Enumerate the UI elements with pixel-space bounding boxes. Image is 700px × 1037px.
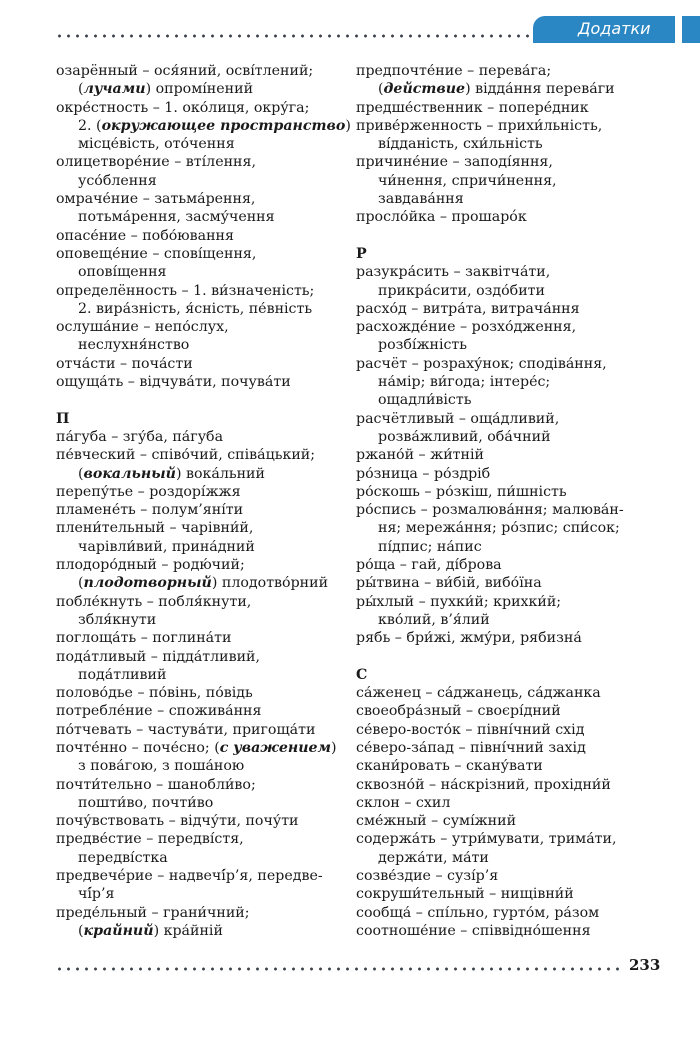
glossary-line: окре́стность – 1. око́лиця, окру́га; xyxy=(56,99,310,116)
glossary-line: причине́ние – заподі́яння, xyxy=(356,154,553,171)
spacer xyxy=(356,227,648,245)
glossary-line: ро́скошь – ро́зкіш, пи́шність xyxy=(356,483,567,500)
glossary-line: рябь – бри́жі, жму́ри, рябизна́ xyxy=(356,630,582,647)
glossary-line: преде́льный – грани́чний; xyxy=(56,904,250,921)
glossary-line: завдава́ння xyxy=(378,191,464,208)
glossary-line: своеобра́зный – своєрі́дний xyxy=(356,703,561,720)
glossary-line: 2. вира́зність, я́сність, пе́вність xyxy=(78,300,313,317)
glossary-line: сквозно́й – на́скрізний, прохідни́й xyxy=(356,776,611,793)
glossary-line: з пова́гою, з поша́ною xyxy=(78,758,245,775)
glossary-line: сокруши́тельный – нищівни́й xyxy=(356,886,574,903)
glossary-line: приве́рженность – прихи́льність, xyxy=(356,117,603,134)
glossary-line: содержа́ть – утри́мувати, трима́ти, xyxy=(356,831,617,848)
glossary-line: місце́вість, ото́чення xyxy=(78,136,235,153)
glossary-line: определённость – 1. ви́значеність; xyxy=(56,282,315,299)
glossary-line: ры́хлый – пухки́й; крихки́й; xyxy=(356,593,562,610)
letter-heading: С xyxy=(356,666,368,683)
glossary-line: расчёт – розраху́нок; сподіва́ння, xyxy=(356,355,607,372)
letter-heading: Р xyxy=(356,245,367,262)
glossary-line: пі́дпис; на́пис xyxy=(378,538,482,555)
glossary-line: неслухня́нство xyxy=(78,337,190,354)
glossary-line: озарённый – ося́яний, осві́тлений; xyxy=(56,63,314,79)
glossary-line: (плодотворный) плодотво́рний xyxy=(78,575,329,592)
glossary-line: ві́дданість, схи́льність xyxy=(378,136,543,153)
glossary-line: ня; мережа́ння; ро́зпис; спи́сок; xyxy=(378,520,620,537)
glossary-line: перепу́тье – роздорі́жжя xyxy=(56,483,241,500)
glossary-line: ро́ща – гай, ді́брова xyxy=(356,557,502,574)
glossary-line: предве́стие – передві́стя, xyxy=(56,831,244,848)
glossary-line: поглоща́ть – поглина́ти xyxy=(56,630,232,647)
glossary-line: се́веро-за́пад – півні́чний захід xyxy=(356,739,586,756)
glossary-line: по́тчевать – частува́ти, пригоща́ти xyxy=(56,721,316,738)
glossary-line: ржано́й – жи́тній xyxy=(356,447,484,464)
glossary-line: побле́кнуть – побля́кнути, xyxy=(56,593,252,610)
glossary-line: скани́ровать – скану́вати xyxy=(356,758,543,775)
glossary-line: олицетворе́ние – вті́лення, xyxy=(56,154,256,171)
glossary-line: пе́вческий – співо́чий, співа́цький; xyxy=(56,447,316,464)
glossary-line: омраче́ние – затьма́рення, xyxy=(56,191,256,208)
glossary-line: на́мір; ви́года; інтере́с; xyxy=(378,374,551,391)
letter-heading: П xyxy=(56,410,70,427)
glossary-line: (действие) відда́ння перева́ги xyxy=(378,81,615,98)
glossary-line: (крайний) кра́йній xyxy=(78,922,223,939)
glossary-line: сме́жный – сумі́жний xyxy=(356,813,517,830)
glossary-line: кво́лий, в’я́лий xyxy=(378,611,490,628)
spacer xyxy=(56,391,338,409)
glossary-line: плодоро́дный – родю́чий; xyxy=(56,557,245,574)
glossary-line: 2. (окружающее пространство) xyxy=(78,117,351,134)
glossary-line: опасе́ние – побо́ювання xyxy=(56,227,234,244)
glossary-line: чарівли́вий, прина́дний xyxy=(78,538,255,555)
glossary-line: розва́жливий, оба́чний xyxy=(378,428,551,445)
glossary-line: оповеще́ние – спові́щення, xyxy=(56,245,257,262)
glossary-line: созве́здие – сузі́р’я xyxy=(356,868,499,885)
glossary-line: са́женец – са́джанець, са́джанка xyxy=(356,685,601,702)
glossary-line: (вокальный) вока́льний xyxy=(78,465,265,482)
glossary-line: почте́нно – поче́сно; (с уважением) xyxy=(56,739,337,756)
glossary-line: ощадли́вість xyxy=(378,392,472,409)
left-column xyxy=(56,62,351,940)
glossary-line: опові́щення xyxy=(78,264,167,281)
glossary-line: предпочте́ние – перева́га; xyxy=(356,63,552,79)
section-tab xyxy=(533,16,675,43)
header-dotted-rule xyxy=(55,34,555,38)
glossary-line: розбі́жність xyxy=(378,337,468,354)
glossary-line: пошти́во, почти́во xyxy=(78,794,214,811)
glossary-line: предвечéрие – надвечí́р’я, передве- xyxy=(56,868,323,885)
glossary-line: усо́блення xyxy=(78,172,157,189)
glossary-line: расхо́д – витра́та, витрача́ння xyxy=(356,300,580,317)
glossary-line: ры́твина – ви́бій, вибо́їна xyxy=(356,575,542,592)
glossary-line: соотноше́ние – співвідно́шення xyxy=(356,922,591,939)
glossary-line: отча́сти – поча́сти xyxy=(56,355,193,372)
glossary-line: потьма́рення, засму́чення xyxy=(78,209,275,226)
glossary-line: па́губа – згу́ба, па́губа xyxy=(56,428,224,445)
glossary-line: ощуща́ть – відчува́ти, почува́ти xyxy=(56,374,291,391)
glossary-line: плени́тельный – чарівни́й, xyxy=(56,520,254,537)
glossary-line: пламене́ть – полум’яні́ти xyxy=(56,502,244,519)
glossary-line: чи́нення, спричи́нення, xyxy=(378,172,557,189)
glossary-line: почти́тельно – шанобли́во; xyxy=(56,776,256,793)
glossary-line: чí́р’я xyxy=(78,886,115,903)
glossary-line: полово́дье – по́вінь, по́відь xyxy=(56,685,253,702)
footer-dotted-rule xyxy=(55,967,620,971)
glossary-line: просло́йка – прошарóк xyxy=(356,209,527,226)
glossary-line: передві́стка xyxy=(78,849,168,866)
glossary-line: се́веро-восто́к – півні́чний схід xyxy=(356,721,585,738)
glossary-line: расчётливый – оща́дливий, xyxy=(356,410,560,427)
glossary-line: (лучами) опромі́нений xyxy=(78,81,254,98)
glossary-line: почу́вствовать – відчу́ти, почу́ти xyxy=(56,813,299,830)
glossary-line: разукра́сить – заквітча́ти, xyxy=(356,264,551,281)
page-number: 233 xyxy=(629,956,661,974)
glossary-line: склон – схил xyxy=(356,794,451,811)
glossary-line: держа́ти, ма́ти xyxy=(378,849,489,866)
glossary-line: предше́ственник – попере́дник xyxy=(356,99,589,116)
glossary-line: пода́тливый – підда́тливий, xyxy=(56,648,261,665)
glossary-line: пода́тливий xyxy=(78,666,167,683)
glossary-line: збля́кнути xyxy=(78,611,157,628)
spacer xyxy=(356,648,648,666)
glossary-line: прикра́сити, оздо́бити xyxy=(378,282,545,299)
edge-color-bar xyxy=(682,16,700,43)
glossary-line: ослуша́ние – непо́слух, xyxy=(56,319,229,336)
glossary-line: сообща́ – спі́льно, гурто́м, ра́зом xyxy=(356,904,600,921)
section-label: Додатки xyxy=(578,19,651,38)
glossary-line: потребле́ние – спожива́ння xyxy=(56,703,262,720)
glossary-line: ро́зница – ро́здріб xyxy=(356,465,491,482)
glossary-line: расхожде́ние – розхо́дження, xyxy=(356,319,577,336)
glossary-line: ро́спись – розмалюва́ння; малюва́н- xyxy=(356,502,624,519)
right-column xyxy=(356,62,648,940)
